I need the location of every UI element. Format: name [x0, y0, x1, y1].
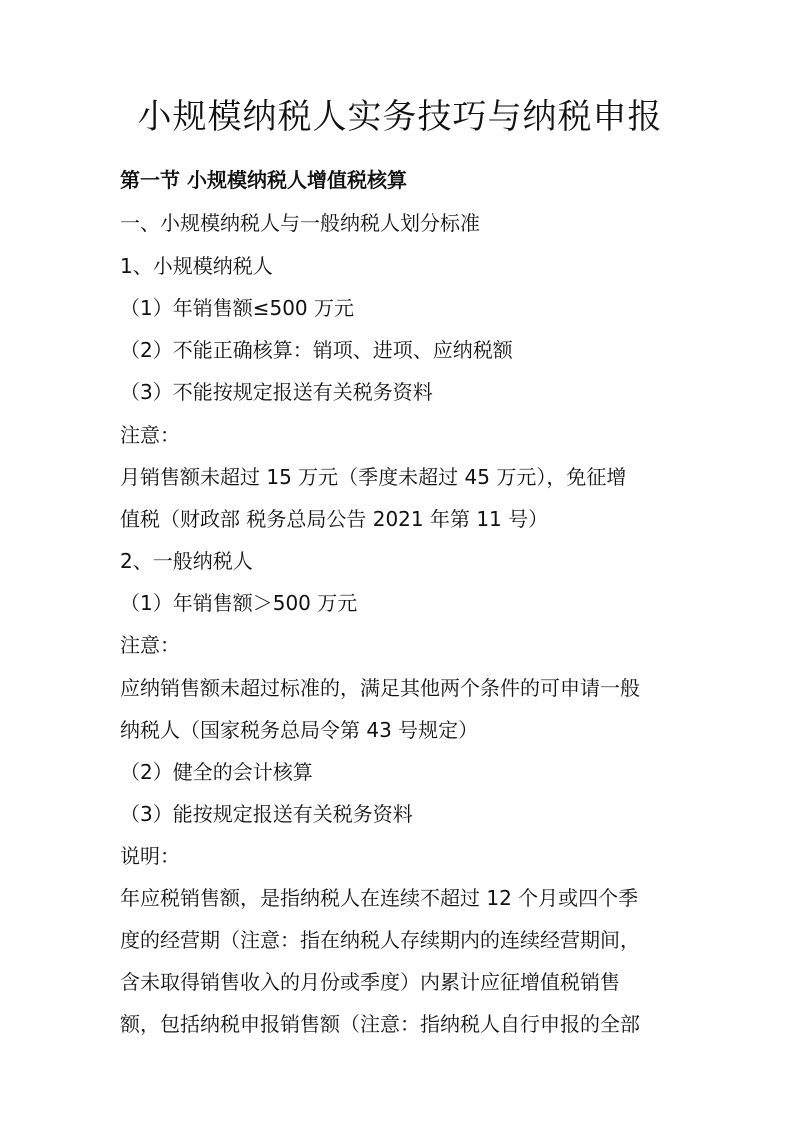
note-label: 注意： — [120, 423, 180, 447]
paragraph-line: 度的经营期（注意：指在纳税人存续期内的连续经营期间， — [120, 928, 640, 952]
criterion-line: （1）年销售额＞500 万元 — [120, 591, 358, 615]
paragraph-line: 含未取得销售收入的月份或季度）内累计应征增值税销售 — [120, 970, 620, 994]
paragraph-line: 额，包括纳税申报销售额（注意：指纳税人自行申报的全部 — [120, 1012, 640, 1036]
explanation-label: 说明： — [120, 844, 180, 868]
paragraph-line: 月销售额未超过 15 万元（季度未超过 45 万元），免征增 — [120, 465, 627, 489]
item-heading-general-taxpayer: 2、一般纳税人 — [120, 549, 253, 573]
item-heading-small-taxpayer: 1、小规模纳税人 — [120, 254, 273, 278]
section-heading: 第一节 小规模纳税人增值税核算 — [120, 168, 407, 192]
criterion-line: （3）能按规定报送有关税务资料 — [120, 802, 413, 826]
paragraph-line: 纳税人（国家税务总局令第 43 号规定） — [120, 718, 479, 742]
criterion-line: （1）年销售额≤500 万元 — [120, 296, 355, 320]
paragraph-line: 年应税销售额，是指纳税人在连续不超过 12 个月或四个季 — [120, 886, 639, 910]
paragraph-line: 应纳销售额未超过标准的，满足其他两个条件的可申请一般 — [120, 676, 640, 700]
document-title: 小规模纳税人实务技巧与纳税申报 — [137, 97, 663, 137]
subsection-heading: 一、小规模纳税人与一般纳税人划分标准 — [120, 211, 480, 235]
paragraph-line: 值税（财政部 税务总局公告 2021 年第 11 号） — [120, 507, 549, 531]
criterion-line: （2）不能正确核算：销项、进项、应纳税额 — [120, 338, 513, 362]
note-label: 注意： — [120, 633, 180, 657]
criterion-line: （3）不能按规定报送有关税务资料 — [120, 380, 433, 404]
criterion-line: （2）健全的会计核算 — [120, 760, 313, 784]
